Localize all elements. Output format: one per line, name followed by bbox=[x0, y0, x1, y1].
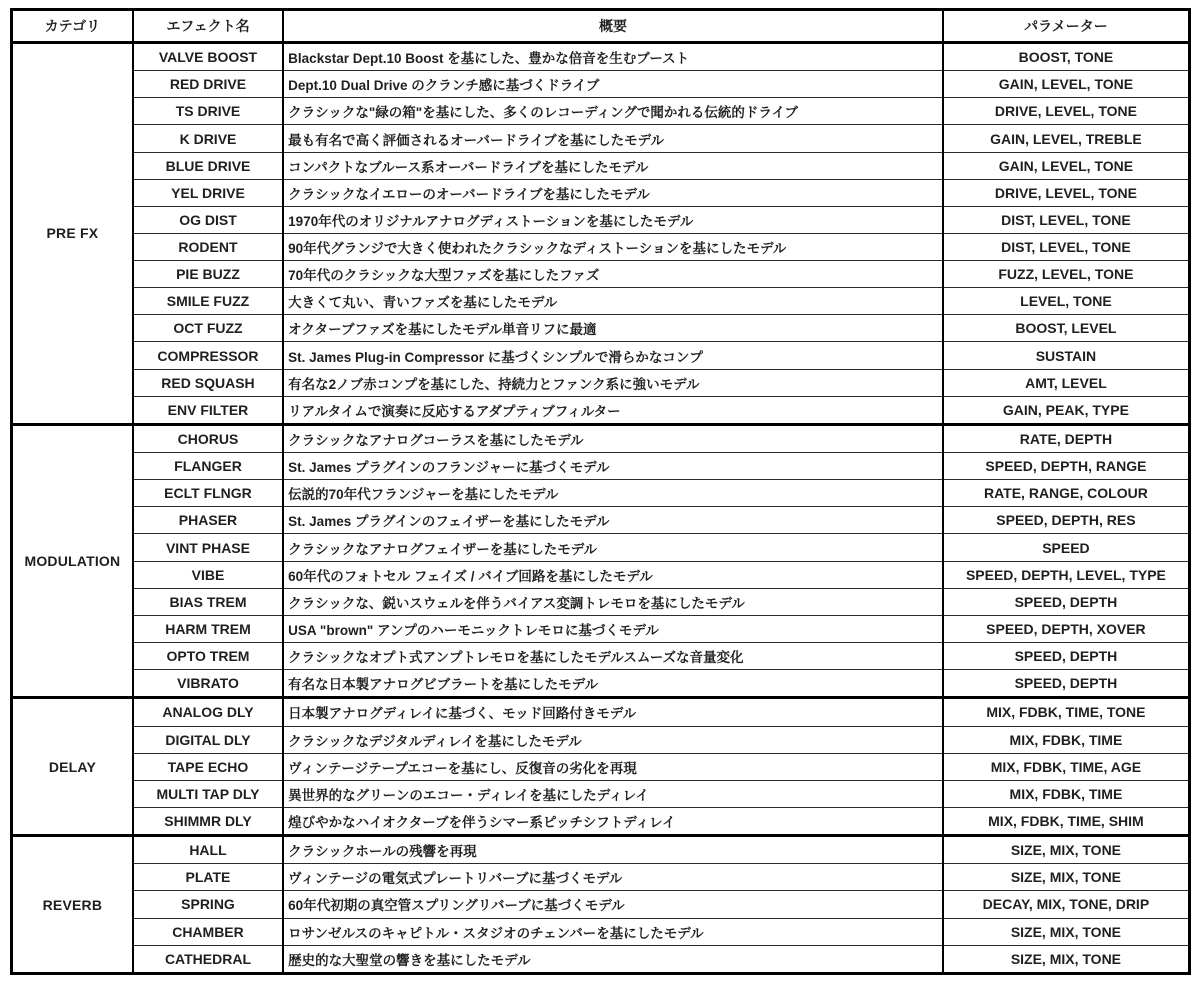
effect-row bbox=[12, 453, 1190, 480]
effect-row bbox=[12, 891, 1190, 918]
effect-description-cell: 70年代のクラシックな大型ファズを基にしたファズ bbox=[283, 261, 943, 288]
effect-name-cell: CHORUS bbox=[133, 424, 283, 452]
effect-row bbox=[12, 807, 1190, 835]
effect-row bbox=[12, 369, 1190, 396]
effect-params-cell: DRIVE, LEVEL, TONE bbox=[943, 98, 1190, 125]
effect-row bbox=[12, 864, 1190, 891]
effect-name-cell: PIE BUZZ bbox=[133, 261, 283, 288]
effect-description-cell: クラシックなアナログフェイザーを基にしたモデル bbox=[283, 534, 943, 561]
effect-description-cell: コンパクトなブルース系オーバードライブを基にしたモデル bbox=[283, 152, 943, 179]
effect-params-cell: DIST, LEVEL, TONE bbox=[943, 206, 1190, 233]
effect-params-cell: BOOST, TONE bbox=[943, 43, 1190, 71]
effect-params-cell: SPEED, DEPTH bbox=[943, 670, 1190, 698]
effect-description-cell: Dept.10 Dual Drive のクランチ感に基づくドライブ bbox=[283, 71, 943, 98]
effect-name-cell: OPTO TREM bbox=[133, 642, 283, 669]
effect-params-cell: SPEED, DEPTH, RES bbox=[943, 507, 1190, 534]
effect-row bbox=[12, 315, 1190, 342]
effect-description-cell: クラシックな、鋭いスウェルを伴うバイアス変調トレモロを基にしたモデル bbox=[283, 588, 943, 615]
col-header-category: カテゴリ bbox=[12, 10, 133, 43]
effect-params-cell: SPEED, DEPTH, XOVER bbox=[943, 615, 1190, 642]
effect-row bbox=[12, 726, 1190, 753]
effect-params-cell: SIZE, MIX, TONE bbox=[943, 836, 1190, 864]
header-row bbox=[12, 10, 1190, 43]
effect-params-cell: SPEED, DEPTH, RANGE bbox=[943, 453, 1190, 480]
effect-description-cell: 日本製アナログディレイに基づく、モッド回路付きモデル bbox=[283, 698, 943, 726]
effect-name-cell: TAPE ECHO bbox=[133, 753, 283, 780]
effect-row bbox=[12, 836, 1190, 864]
effect-description-cell: ロサンゼルスのキャピトル・スタジオのチェンバーを基にしたモデル bbox=[283, 918, 943, 945]
effect-row bbox=[12, 642, 1190, 669]
effect-name-cell: VALVE BOOST bbox=[133, 43, 283, 71]
effect-name-cell: K DRIVE bbox=[133, 125, 283, 152]
effect-description-cell: クラシックな"緑の箱"を基にした、多くのレコーディングで聞かれる伝統的ドライブ bbox=[283, 98, 943, 125]
effect-row bbox=[12, 261, 1190, 288]
effect-params-cell: MIX, FDBK, TIME bbox=[943, 780, 1190, 807]
effect-row bbox=[12, 534, 1190, 561]
effect-params-cell: MIX, FDBK, TIME, TONE bbox=[943, 698, 1190, 726]
category-cell: MODULATION bbox=[12, 424, 133, 697]
effect-description-cell: 大きくて丸い、青いファズを基にしたモデル bbox=[283, 288, 943, 315]
effect-description-cell: St. James Plug-in Compressor に基づくシンプルで滑らかなコンプ bbox=[283, 342, 943, 369]
effect-row bbox=[12, 396, 1190, 424]
effect-name-cell: SHIMMR DLY bbox=[133, 807, 283, 835]
effect-row bbox=[12, 125, 1190, 152]
fx-table bbox=[10, 8, 1191, 975]
effect-params-cell: RATE, DEPTH bbox=[943, 424, 1190, 452]
effect-row bbox=[12, 753, 1190, 780]
effect-description-cell: Blackstar Dept.10 Boost を基にした、豊かな倍音を生むブースト bbox=[283, 43, 943, 71]
effect-description-cell: リアルタイムで演奏に反応するアダプティブフィルター bbox=[283, 396, 943, 424]
effect-row bbox=[12, 424, 1190, 452]
effect-name-cell: OCT FUZZ bbox=[133, 315, 283, 342]
effect-name-cell: OG DIST bbox=[133, 206, 283, 233]
effect-name-cell: ANALOG DLY bbox=[133, 698, 283, 726]
category-cell: DELAY bbox=[12, 698, 133, 836]
effect-description-cell: 60年代初期の真空管スプリングリバーブに基づくモデル bbox=[283, 891, 943, 918]
effect-description-cell: ヴィンテージテープエコーを基にし、反復音の劣化を再現 bbox=[283, 753, 943, 780]
effect-row bbox=[12, 561, 1190, 588]
effect-name-cell: PHASER bbox=[133, 507, 283, 534]
effect-description-cell: クラシックホールの残響を再現 bbox=[283, 836, 943, 864]
effect-row bbox=[12, 670, 1190, 698]
effect-params-cell: SIZE, MIX, TONE bbox=[943, 864, 1190, 891]
effect-row bbox=[12, 615, 1190, 642]
effect-params-cell: SPEED, DEPTH bbox=[943, 588, 1190, 615]
effect-row bbox=[12, 342, 1190, 369]
effect-name-cell: ECLT FLNGR bbox=[133, 480, 283, 507]
effect-params-cell: GAIN, PEAK, TYPE bbox=[943, 396, 1190, 424]
effect-params-cell: MIX, FDBK, TIME, SHIM bbox=[943, 807, 1190, 835]
effect-row bbox=[12, 43, 1190, 71]
effect-row bbox=[12, 588, 1190, 615]
effect-params-cell: FUZZ, LEVEL, TONE bbox=[943, 261, 1190, 288]
effect-name-cell: FLANGER bbox=[133, 453, 283, 480]
effect-name-cell: RED SQUASH bbox=[133, 369, 283, 396]
effect-description-cell: オクターブファズを基にしたモデル単音リフに最適 bbox=[283, 315, 943, 342]
effect-description-cell: 煌びやかなハイオクターブを伴うシマー系ピッチシフトディレイ bbox=[283, 807, 943, 835]
effect-description-cell: クラシックなデジタルディレイを基にしたモデル bbox=[283, 726, 943, 753]
effect-name-cell: PLATE bbox=[133, 864, 283, 891]
effect-row bbox=[12, 480, 1190, 507]
effect-name-cell: TS DRIVE bbox=[133, 98, 283, 125]
effect-description-cell: 60年代のフォトセル フェイズ / バイブ回路を基にしたモデル bbox=[283, 561, 943, 588]
effect-name-cell: VINT PHASE bbox=[133, 534, 283, 561]
category-cell: REVERB bbox=[12, 836, 133, 974]
effect-description-cell: St. James プラグインのフェイザーを基にしたモデル bbox=[283, 507, 943, 534]
effect-name-cell: HARM TREM bbox=[133, 615, 283, 642]
effect-row bbox=[12, 152, 1190, 179]
effect-params-cell: DIST, LEVEL, TONE bbox=[943, 233, 1190, 260]
effect-description-cell: 90年代グランジで大きく使われたクラシックなディストーションを基にしたモデル bbox=[283, 233, 943, 260]
col-header-summary: 概要 bbox=[283, 10, 943, 43]
col-header-parameters: パラメーター bbox=[943, 10, 1190, 43]
effect-description-cell: 最も有名で高く評価されるオーバードライブを基にしたモデル bbox=[283, 125, 943, 152]
effect-params-cell: DECAY, MIX, TONE, DRIP bbox=[943, 891, 1190, 918]
effect-row bbox=[12, 179, 1190, 206]
effect-description-cell: 異世界的なグリーンのエコー・ディレイを基にしたディレイ bbox=[283, 780, 943, 807]
effect-params-cell: SIZE, MIX, TONE bbox=[943, 918, 1190, 945]
effect-params-cell: GAIN, LEVEL, TREBLE bbox=[943, 125, 1190, 152]
effect-name-cell: RODENT bbox=[133, 233, 283, 260]
effect-row bbox=[12, 98, 1190, 125]
effect-row bbox=[12, 945, 1190, 973]
effect-params-cell: AMT, LEVEL bbox=[943, 369, 1190, 396]
effect-name-cell: HALL bbox=[133, 836, 283, 864]
effect-params-cell: SPEED, DEPTH, LEVEL, TYPE bbox=[943, 561, 1190, 588]
effect-params-cell: BOOST, LEVEL bbox=[943, 315, 1190, 342]
effect-params-cell: SPEED, DEPTH bbox=[943, 642, 1190, 669]
effect-params-cell: MIX, FDBK, TIME bbox=[943, 726, 1190, 753]
effect-name-cell: CHAMBER bbox=[133, 918, 283, 945]
effect-name-cell: COMPRESSOR bbox=[133, 342, 283, 369]
effect-params-cell: MIX, FDBK, TIME, AGE bbox=[943, 753, 1190, 780]
fx-table-body bbox=[12, 43, 1190, 974]
effect-name-cell: DIGITAL DLY bbox=[133, 726, 283, 753]
effect-row bbox=[12, 233, 1190, 260]
effect-name-cell: SPRING bbox=[133, 891, 283, 918]
effect-description-cell: クラシックなオプト式アンプトレモロを基にしたモデルスムーズな音量変化 bbox=[283, 642, 943, 669]
effect-params-cell: SPEED bbox=[943, 534, 1190, 561]
effect-description-cell: USA "brown" アンプのハーモニックトレモロに基づくモデル bbox=[283, 615, 943, 642]
effect-name-cell: ENV FILTER bbox=[133, 396, 283, 424]
effect-params-cell: RATE, RANGE, COLOUR bbox=[943, 480, 1190, 507]
effect-name-cell: VIBRATO bbox=[133, 670, 283, 698]
effect-row bbox=[12, 698, 1190, 726]
effect-row bbox=[12, 918, 1190, 945]
effect-params-cell: GAIN, LEVEL, TONE bbox=[943, 152, 1190, 179]
effect-description-cell: 有名な日本製アナログビブラートを基にしたモデル bbox=[283, 670, 943, 698]
effect-description-cell: 1970年代のオリジナルアナログディストーションを基にしたモデル bbox=[283, 206, 943, 233]
effect-description-cell: ヴィンテージの電気式プレートリバーブに基づくモデル bbox=[283, 864, 943, 891]
category-cell: PRE FX bbox=[12, 43, 133, 425]
effect-name-cell: BLUE DRIVE bbox=[133, 152, 283, 179]
effect-name-cell: CATHEDRAL bbox=[133, 945, 283, 973]
effect-name-cell: VIBE bbox=[133, 561, 283, 588]
effect-name-cell: YEL DRIVE bbox=[133, 179, 283, 206]
effect-description-cell: クラシックなイエローのオーバードライブを基にしたモデル bbox=[283, 179, 943, 206]
effect-row bbox=[12, 206, 1190, 233]
effect-name-cell: RED DRIVE bbox=[133, 71, 283, 98]
effect-name-cell: BIAS TREM bbox=[133, 588, 283, 615]
effect-row bbox=[12, 780, 1190, 807]
effect-description-cell: St. James プラグインのフランジャーに基づくモデル bbox=[283, 453, 943, 480]
effect-description-cell: 歴史的な大聖堂の響きを基にしたモデル bbox=[283, 945, 943, 973]
effect-name-cell: MULTI TAP DLY bbox=[133, 780, 283, 807]
effect-row bbox=[12, 71, 1190, 98]
effect-name-cell: SMILE FUZZ bbox=[133, 288, 283, 315]
effect-row bbox=[12, 288, 1190, 315]
effect-params-cell: DRIVE, LEVEL, TONE bbox=[943, 179, 1190, 206]
effect-description-cell: クラシックなアナログコーラスを基にしたモデル bbox=[283, 424, 943, 452]
col-header-effect: エフェクト名 bbox=[133, 10, 283, 43]
effect-row bbox=[12, 507, 1190, 534]
effect-params-cell: LEVEL, TONE bbox=[943, 288, 1190, 315]
effect-description-cell: 伝説的70年代フランジャーを基にしたモデル bbox=[283, 480, 943, 507]
effect-params-cell: GAIN, LEVEL, TONE bbox=[943, 71, 1190, 98]
effect-description-cell: 有名な2ノブ赤コンプを基にした、持続力とファンク系に強いモデル bbox=[283, 369, 943, 396]
effect-params-cell: SUSTAIN bbox=[943, 342, 1190, 369]
effect-params-cell: SIZE, MIX, TONE bbox=[943, 945, 1190, 973]
